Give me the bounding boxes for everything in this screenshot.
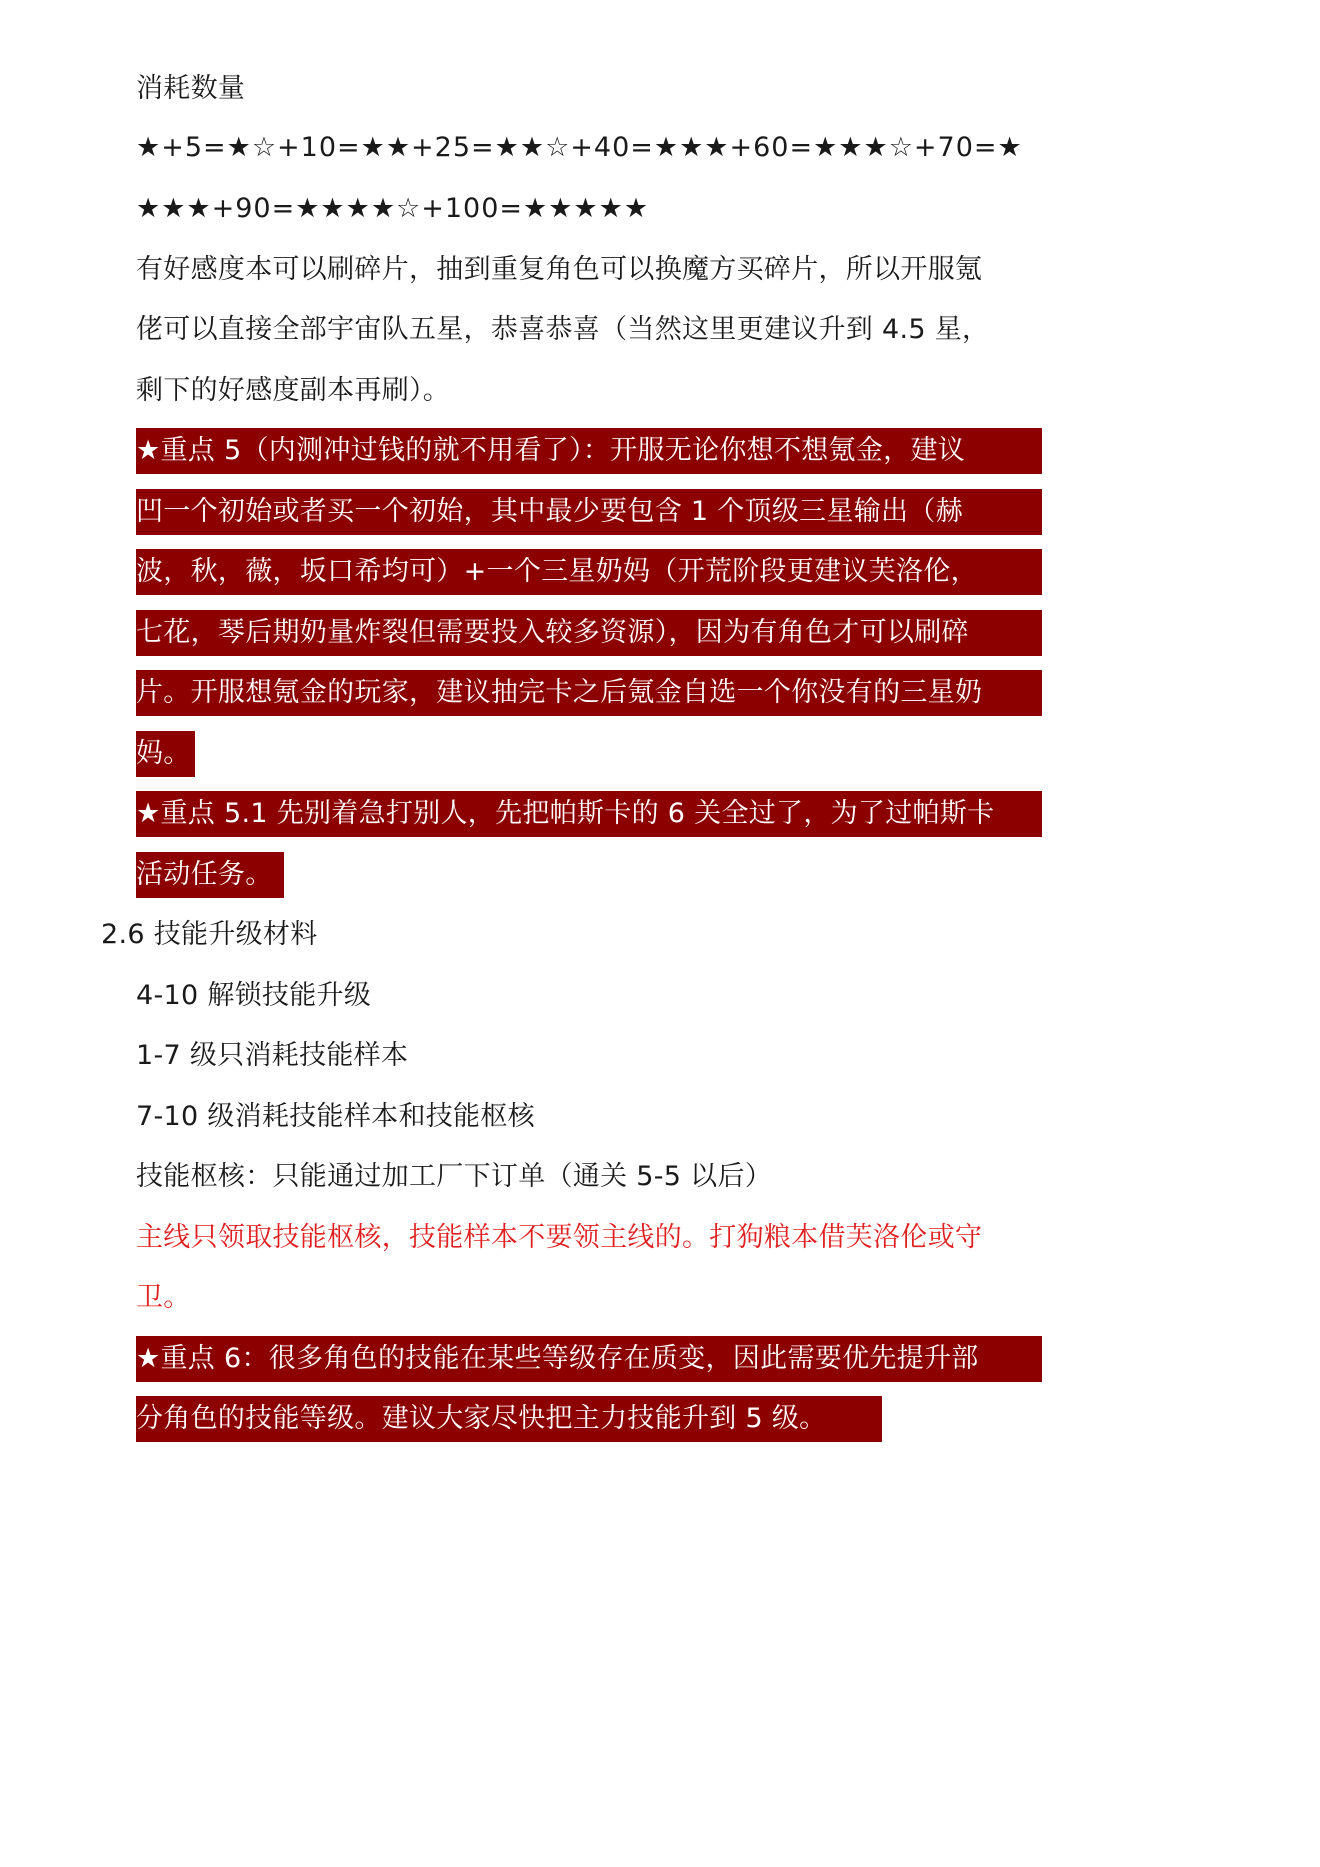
paragraph-line: 有好感度本可以刷碎片，抽到重复角色可以换魔方买碎片，所以开服氪 xyxy=(136,254,983,285)
key-point-5-line xyxy=(136,610,1042,656)
skill-item: 7-10 级消耗技能样本和技能枢核 xyxy=(136,1101,535,1132)
highlight-text: 活动任务。 xyxy=(136,852,284,898)
highlight-text: ★重点 6：很多角色的技能在某些等级存在质变，因此需要优先提升部 xyxy=(136,1336,1042,1382)
red-note-line: 卫。 xyxy=(136,1282,191,1313)
key-point-5-line xyxy=(136,670,1042,716)
highlight-text: 波，秋，薇，坂口希均可）+一个三星奶妈（开荒阶段更建议芙洛伦， xyxy=(136,549,1042,595)
key-point-6-line xyxy=(136,1336,1042,1382)
highlight-text: 妈。 xyxy=(136,731,195,777)
key-point-6-line xyxy=(136,1396,882,1442)
highlight-text: ★重点 5.1 先别着急打别人，先把帕斯卡的 6 关全过了，为了过帕斯卡 xyxy=(136,791,1042,837)
key-point-5-1-line xyxy=(136,791,1042,837)
red-note-line: 主线只领取技能枢核，技能样本不要领主线的。打狗粮本借芙洛伦或守 xyxy=(136,1222,983,1253)
key-point-5-line xyxy=(136,428,1042,474)
key-point-5-line xyxy=(136,489,1042,535)
highlight-text: 凹一个初始或者买一个初始，其中最少要包含 1 个顶级三星输出（赫 xyxy=(136,489,1042,535)
key-point-5-line xyxy=(136,731,195,777)
consumption-title: 消耗数量 xyxy=(136,73,246,104)
highlight-text: 七花，琴后期奶量炸裂但需要投入较多资源），因为有角色才可以刷碎 xyxy=(136,610,1042,656)
star-cost-line-2: ★★★+90=★★★★☆+100=★★★★★ xyxy=(136,193,650,224)
section-heading: 2.6 技能升级材料 xyxy=(101,919,318,950)
key-point-5-1-line xyxy=(136,852,284,898)
skill-item: 4-10 解锁技能升级 xyxy=(136,980,372,1011)
highlight-text: 片。开服想氪金的玩家，建议抽完卡之后氪金自选一个你没有的三星奶 xyxy=(136,670,1042,716)
highlight-text: 分角色的技能等级。建议大家尽快把主力技能升到 5 级。 xyxy=(136,1396,882,1442)
key-point-5-line xyxy=(136,549,1042,595)
paragraph-line: 佬可以直接全部宇宙队五星，恭喜恭喜（当然这里更建议升到 4.5 星， xyxy=(136,314,990,345)
skill-item: 技能枢核：只能通过加工厂下订单（通关 5-5 以后） xyxy=(136,1161,773,1192)
star-cost-line-1: ★+5=★☆+10=★★+25=★★☆+40=★★★+60=★★★☆+70=★ xyxy=(136,132,1023,163)
highlight-text: ★重点 5（内测冲过钱的就不用看了）：开服无论你想不想氪金，建议 xyxy=(136,428,1042,474)
paragraph-line: 剩下的好感度副本再刷）。 xyxy=(136,375,451,406)
skill-item: 1-7 级只消耗技能样本 xyxy=(136,1040,409,1071)
